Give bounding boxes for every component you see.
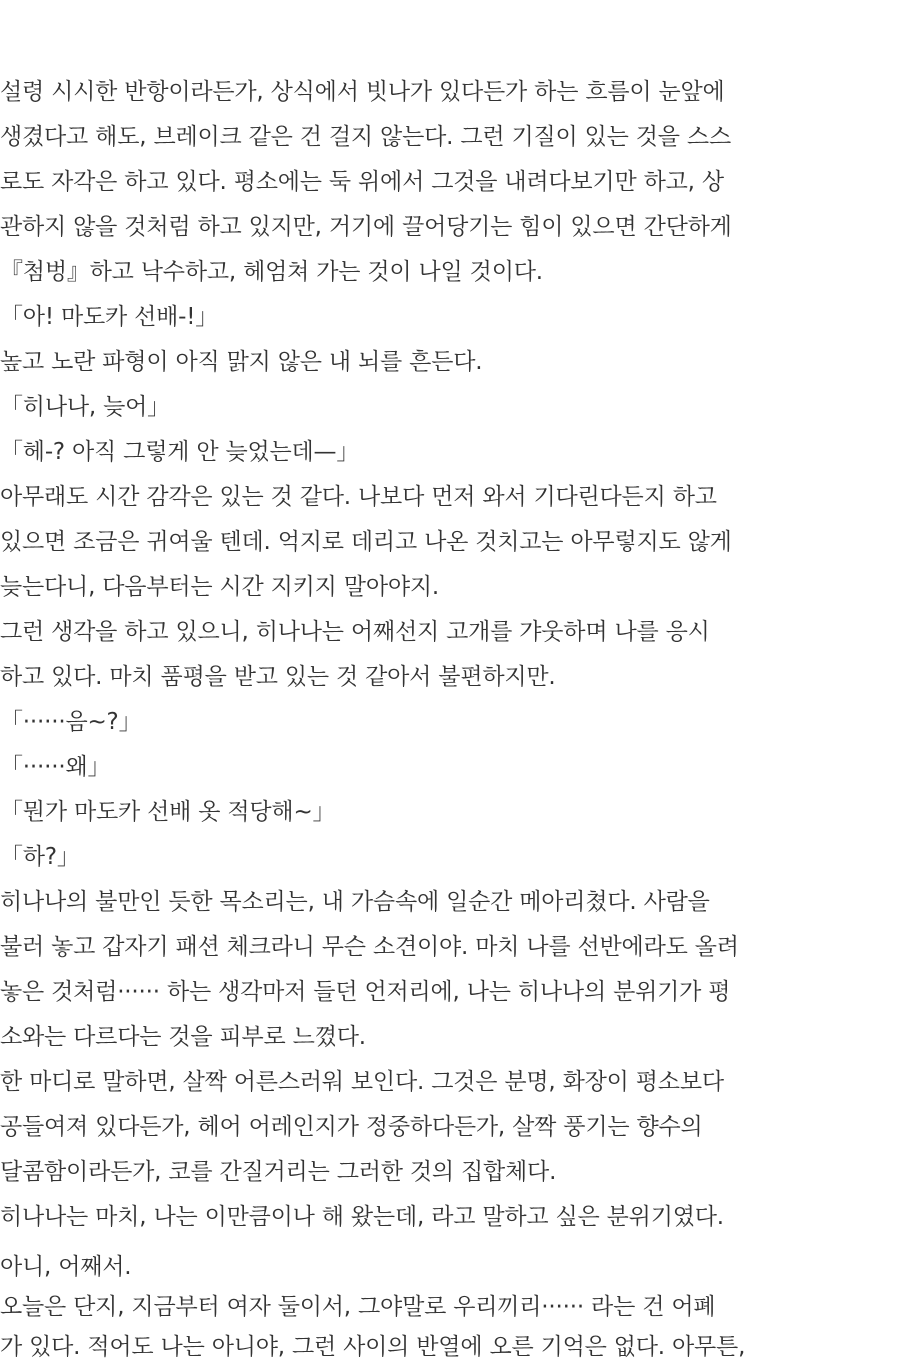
text-line: 생겼다고 해도, 브레이크 같은 건 걸지 않는다. 그런 기질이 있는 것을 스스 (0, 124, 731, 150)
text-line: 불러 놓고 갑자기 패션 체크라니 무슨 소견이야. 마치 나를 선반에라도 올려 (0, 934, 739, 960)
text-line: 놓은 것처럼······ 하는 생각마저 들던 언저리에, 나는 히나나의 분위기가 평 (0, 979, 731, 1005)
text-line: 소와는 다르다는 것을 피부로 느꼈다. (0, 1024, 366, 1050)
text-line: 오늘은 단지, 지금부터 여자 둘이서, 그야말로 우리끼리······ 라는 건 어폐 (0, 1294, 716, 1320)
text-line: 가 있다. 적어도 나는 아니야, 그런 사이의 반열에 오른 기억은 없다. 아무튼, (0, 1334, 746, 1360)
text-line: 「히나나, 늦어」 (0, 394, 170, 420)
text-line: 「아! 마도카 선배-!」 (0, 304, 219, 330)
text-line: 한 마디로 말하면, 살짝 어른스러워 보인다. 그것은 분명, 화장이 평소보다 (0, 1069, 724, 1095)
text-line: 설령 시시한 반항이라든가, 상식에서 빗나가 있다든가 하는 흐름이 눈앞에 (0, 79, 725, 105)
text-line: 있으면 조금은 귀여울 텐데. 억지로 데리고 나온 것치고는 아무렇지도 않게 (0, 529, 732, 555)
text-line: 그런 생각을 하고 있으니, 히나나는 어째선지 고개를 갸웃하며 나를 응시 (0, 619, 710, 645)
text-line: 「하?」 (0, 844, 80, 870)
text-line: 「······음~?」 (0, 709, 142, 735)
text-line: 아무래도 시간 감각은 있는 것 같다. 나보다 먼저 와서 기다린다든지 하고 (0, 484, 717, 510)
text-line: 로도 자각은 하고 있다. 평소에는 둑 위에서 그것을 내려다보기만 하고, 상 (0, 169, 724, 195)
text-line: 히나나는 마치, 나는 이만큼이나 해 왔는데, 라고 말하고 싶은 분위기였다. (0, 1204, 724, 1230)
text-line: 하고 있다. 마치 품평을 받고 있는 것 같아서 불편하지만. (0, 664, 556, 690)
text-line: 높고 노란 파형이 아직 맑지 않은 내 뇌를 흔든다. (0, 349, 483, 375)
text-line: 관하지 않을 것처럼 하고 있지만, 거기에 끌어당기는 힘이 있으면 간단하게 (0, 214, 732, 240)
text-line: 달콤함이라든가, 코를 간질거리는 그러한 것의 집합체다. (0, 1159, 557, 1185)
text-line: 아니, 어째서. (0, 1254, 132, 1280)
text-line: 늦는다니, 다음부터는 시간 지키지 말아야지. (0, 574, 439, 600)
text-line: 『첨벙』하고 낙수하고, 헤엄쳐 가는 것이 나일 것이다. (0, 259, 543, 285)
text-line: 「······왜」 (0, 754, 111, 780)
text-line: 「헤-? 아직 그렇게 안 늦었는데—」 (0, 439, 360, 465)
text-line: 공들여져 있다든가, 헤어 어레인지가 정중하다든가, 살짝 풍기는 향수의 (0, 1114, 703, 1140)
text-line: 히나나의 불만인 듯한 목소리는, 내 가슴속에 일순간 메아리쳤다. 사람을 (0, 889, 710, 915)
text-line: 「뭔가 마도카 선배 옷 적당해~」 (0, 799, 336, 825)
